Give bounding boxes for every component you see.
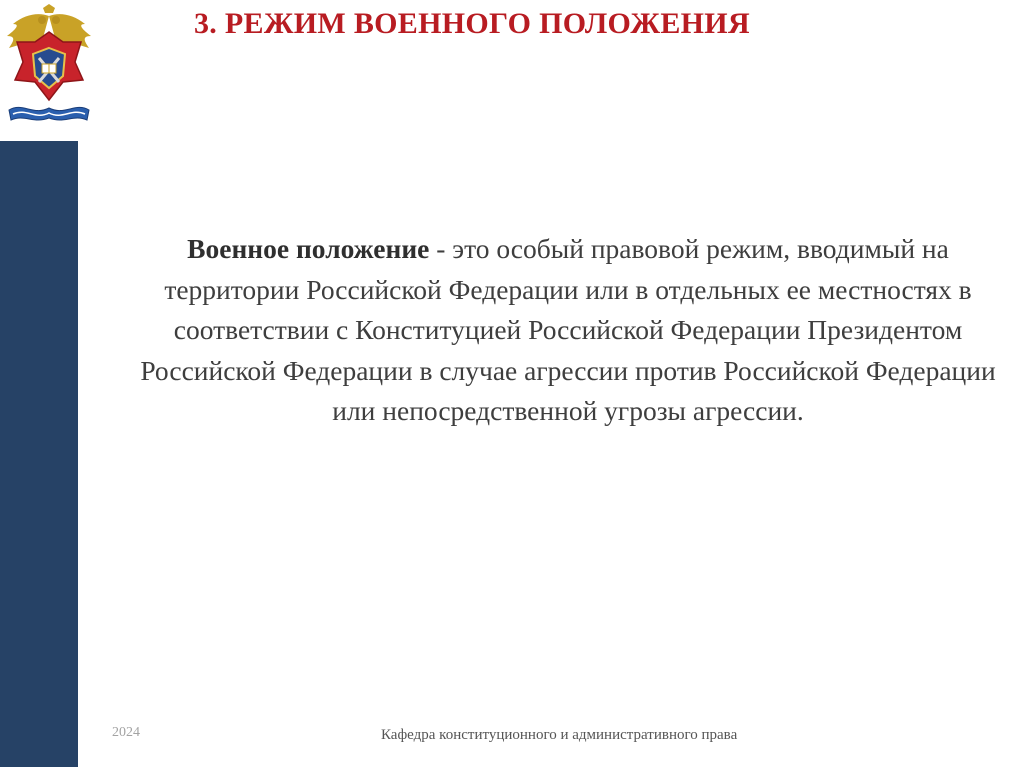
definition-term: Военное положение bbox=[187, 233, 430, 264]
definition-paragraph bbox=[124, 229, 1012, 432]
sidebar-bar bbox=[0, 141, 78, 767]
slide-title: 3. РЕЖИМ ВОЕННОГО ПОЛОЖЕНИЯ bbox=[194, 7, 750, 40]
double-headed-eagle-shield-emblem-icon bbox=[3, 2, 95, 130]
definition-text: - это особый правовой режим, вводимый на территории Российской Федерации или в отдельных ее местностях в соответствии с Конституцией Российской Федерации Президентом Российской Федерации в случае агрессии против Российской Федерации или непосредственной угрозы агрессии. bbox=[140, 233, 996, 426]
footer-department: Кафедра конституционного и административного права bbox=[381, 727, 738, 743]
footer-year: 2024 bbox=[112, 725, 140, 740]
